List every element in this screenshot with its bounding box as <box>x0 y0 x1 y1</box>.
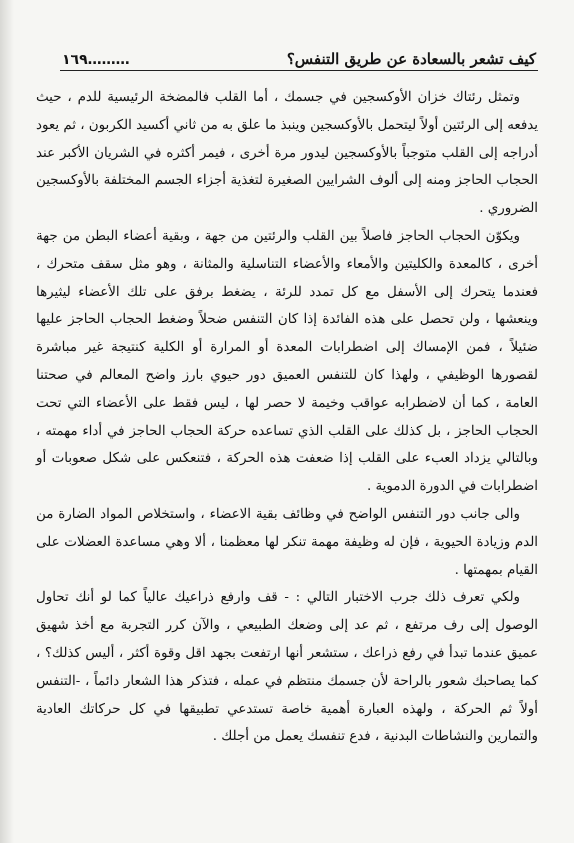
running-header <box>62 38 536 68</box>
running-header-title: كيف تشعر بالسعادة عن طريق التنفس؟ <box>286 50 536 68</box>
header-rule <box>60 70 538 71</box>
paragraph: ويكوّن الحجاب الحاجز فاصلاً بين القلب والرئتين من جهة ، وبقية أعضاء البطن من جهة أخرى ، كالمعدة والكليتين والأمعاء والأعضاء التناسلية والمثانة ، وهو مثل سقف متحرك ، فعندما يتحرك إلى الأسفل مع كل تمدد للرئة ، يضغط برفق على تلك الأعضاء ليثيرها وينعشها ، ولن تحصل على هذه الفائدة إذا كان التنفس ضحلاً وضغط الحجاب الحاجز عليها ضئيلاً ، فمن الإمساك إلى اضطرابات المعدة أو المرارة أو الكلية كنتيجة غير مباشرة لقصورها الوظيفي ، ولهذا كان للتنفس العميق دور حيوي بارز واضح المعالم في صحتنا العامة ، كما أن لاضطرابه عواقب وخيمة لا حصر لها ، ليس فقط على الأعضاء التي تحت الحجاب الحاجز ، بل كذلك على القلب الذي تساعده حركة الحجاب الحاجز في أداء مهمته ، وبالتالي يزداد العبء على القلب إذا ضعفت هذه الحركة ، فتنعكس على شكل صعوبات أو اضطرابات في الدورة الدموية . <box>36 228 538 495</box>
paragraph: والى جانب دور التنفس الواضح في وظائف بقية الاعضاء ، واستخلاص المواد الضارة من الدم وزيادة الحيوية ، فإن له وظيفة مهمة تنكر لها معظمنا ، ألا وهي مساعدة العضلات على القيام بمهمتها . <box>36 506 538 578</box>
paragraph: ولكي تعرف ذلك جرب الاختبار التالي : - قف وارفع ذراعيك عالياً كما لو أنك تحاول الوصول إلى رف مرتفع ، ثم عد إلى وضعك الطبيعي ، والآن كرر التجربة مع أخذ شهيق عميق عندما تبدأ في رفع ذراعك ، ستشعر أنها ارتفعت بجهد اقل وقوة أكثر ، أليس كذلك؟ ، كما يصاحبك شعور بالراحة لأن جسمك منتظم في عمله ، فتذكر هذا الشعار دائماً ، -التنفس أولاً ثم الحركة ، ولهذه العبارة أهمية خاصة تستدعي تطبيقها في كل حركاتك العادية والتمارين والنشاطات البدنية ، فدع تنفسك يعمل من أجلك . <box>36 590 538 745</box>
paragraph: وتمثل رئتاك خزان الأوكسجين في جسمك ، أما القلب فالمضخة الرئيسية للدم ، حيث يدفعه إلى الرئتين أولاً ليتحمل بالأوكسجين وينبذ ما علق به من ثاني أكسيد الكربون ، ثم يعود أدراجه إلى القلب متوجباً بالأوكسجين ليدور مرة أخرى ، فيمر أكثره في الشريان الأكبر عند الحجاب الحاجز ومنه إلى ألوف الشرايين الصغيرة لتغذية أجزاء الجسم المختلفة بالأوكسجين الضروري . <box>36 90 538 217</box>
body-text <box>36 84 538 751</box>
page-number: ١٦٩……… <box>62 52 130 68</box>
